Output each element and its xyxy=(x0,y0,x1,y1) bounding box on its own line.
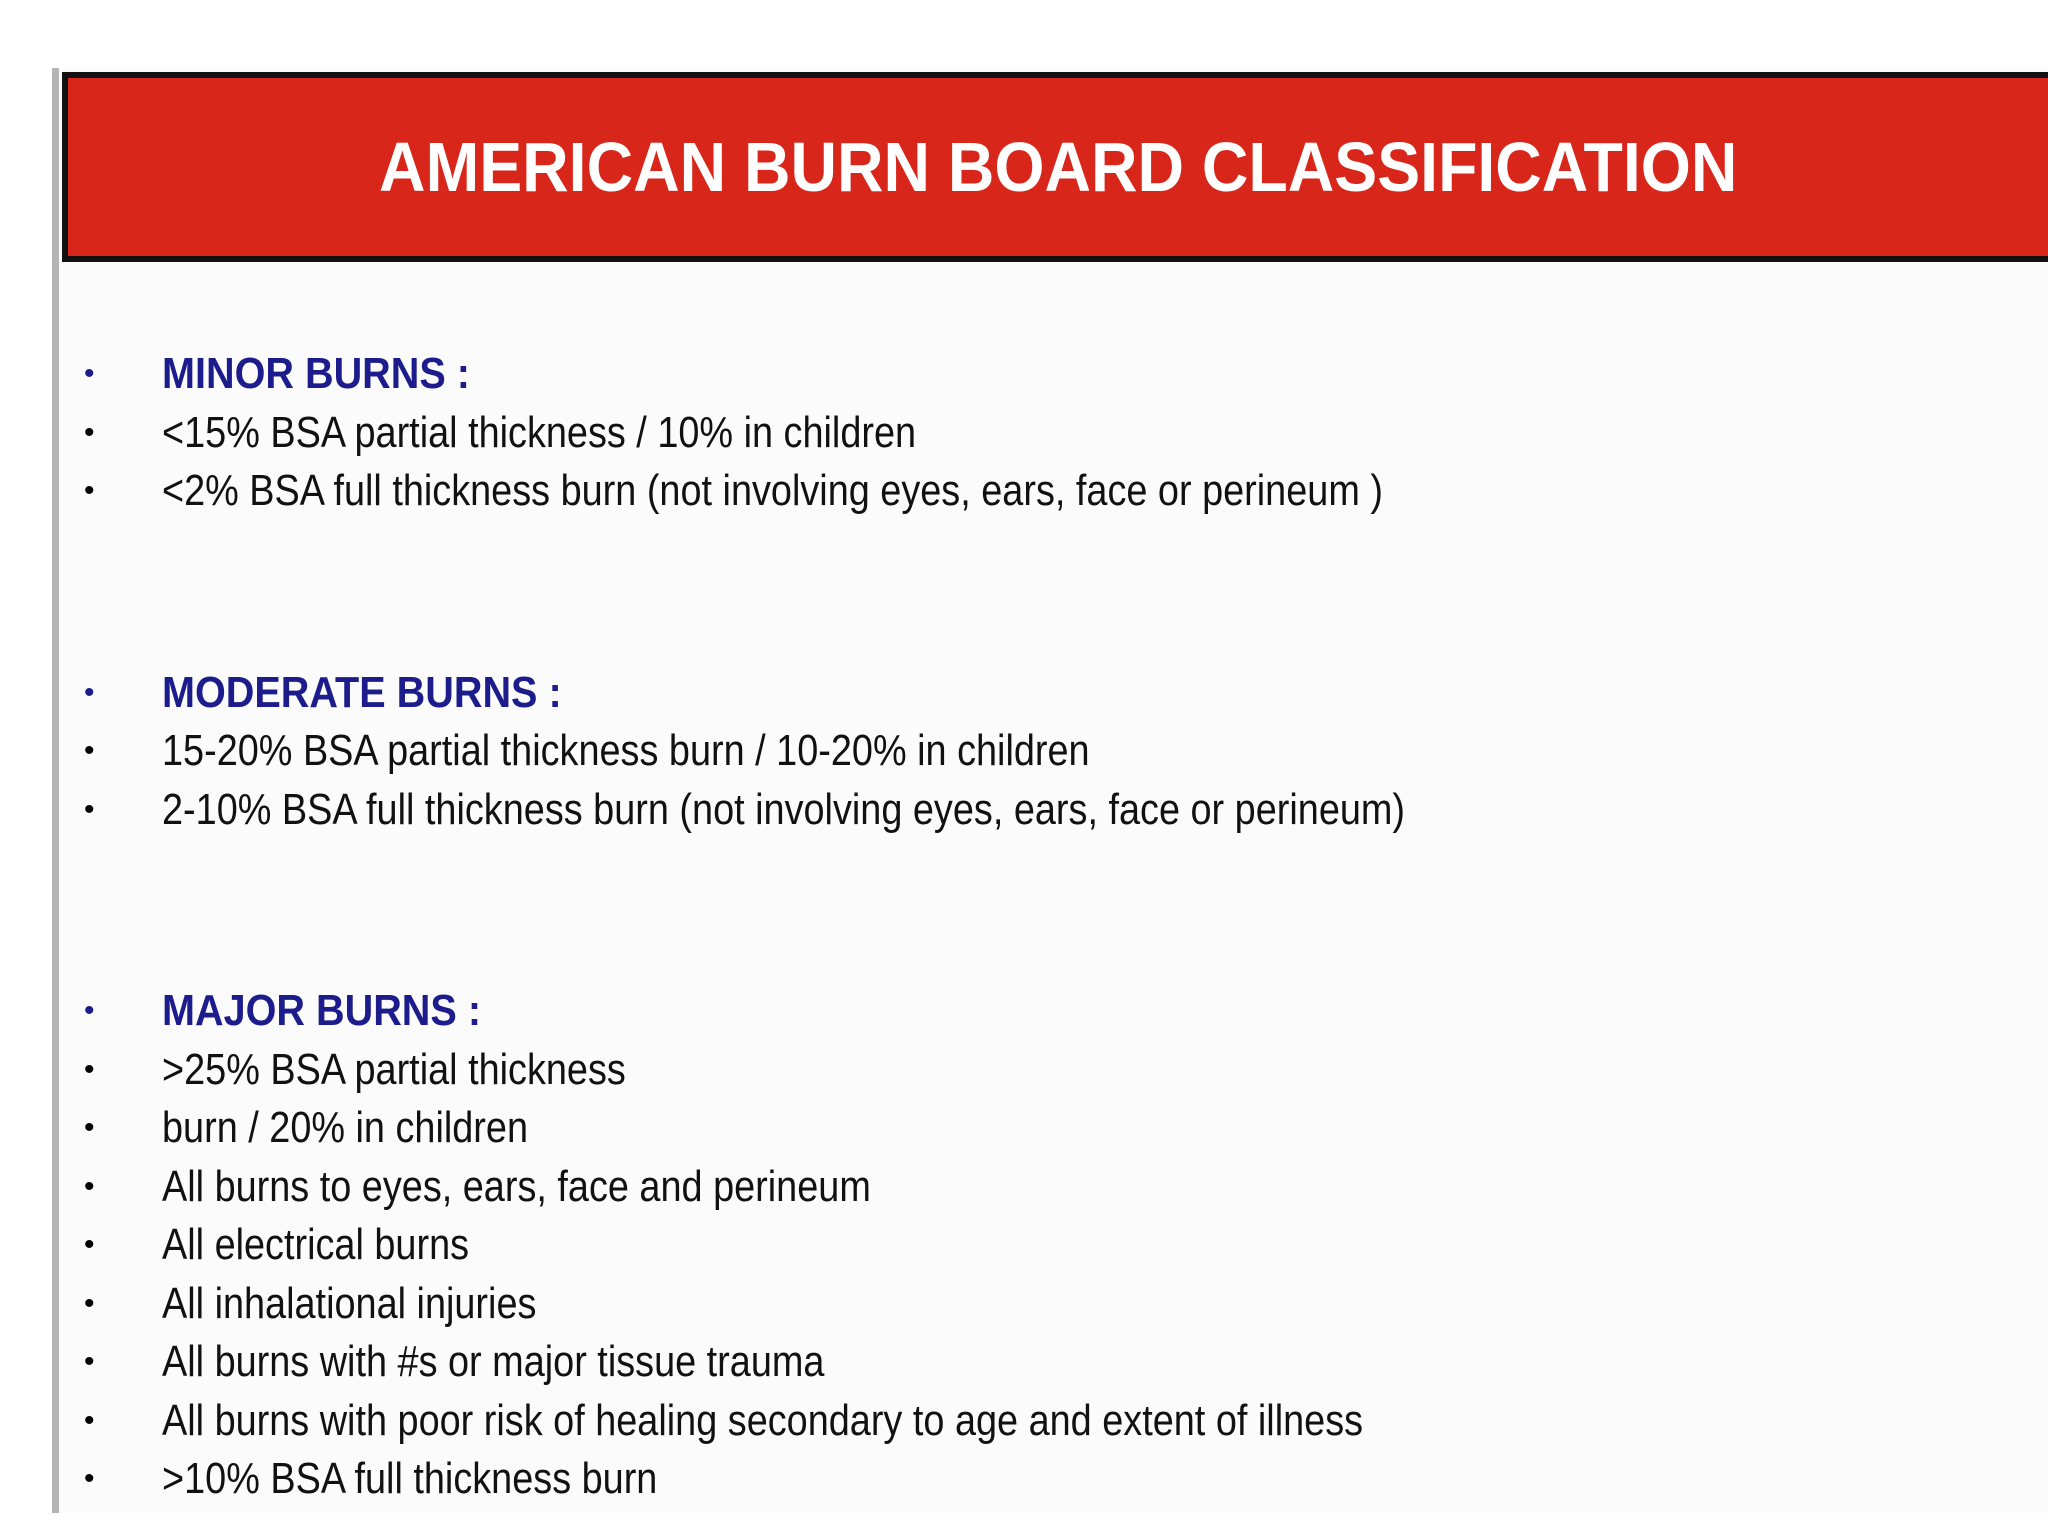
list-item-text: All burns with poor risk of healing secondary to age and extent of illness xyxy=(162,1395,1364,1445)
section-moderate-burns xyxy=(82,664,1982,840)
page-title: AMERICAN BURN BOARD CLASSIFICATION xyxy=(378,128,1738,206)
bullet-icon: • xyxy=(84,1228,95,1262)
bullet-icon: • xyxy=(84,415,95,449)
section-minor-burns xyxy=(82,345,1982,521)
bullet-icon: • xyxy=(84,1345,95,1379)
list-item-text: 2-10% BSA full thickness burn (not involving eyes, ears, face or perineum) xyxy=(162,784,1406,834)
bullet-icon: • xyxy=(84,474,95,508)
bullet-icon: • xyxy=(84,1052,95,1086)
list-item-text: burn / 20% in children xyxy=(162,1103,529,1153)
list-item xyxy=(82,1333,1982,1392)
title-banner xyxy=(62,72,2048,262)
list-item-text: All burns to eyes, ears, face and perineum xyxy=(162,1161,871,1211)
list-item xyxy=(82,462,1982,521)
list-item-text: >25% BSA partial thickness xyxy=(162,1044,626,1094)
section-heading: MINOR BURNS : xyxy=(162,349,470,399)
section-heading: MAJOR BURNS : xyxy=(162,986,482,1036)
list-item-text: All burns with #s or major tissue trauma xyxy=(162,1337,825,1387)
list-item xyxy=(82,1158,1982,1217)
list-item-text: 15-20% BSA partial thickness burn / 10-20% in children xyxy=(162,726,1090,776)
list-item xyxy=(82,1041,1982,1100)
list-item-text: All electrical burns xyxy=(162,1220,470,1270)
section-heading: MODERATE BURNS : xyxy=(162,667,562,717)
section-heading-row xyxy=(82,345,1982,404)
section-heading-row xyxy=(82,982,1982,1041)
list-item xyxy=(82,722,1982,781)
left-border-rule xyxy=(52,68,59,1513)
list-item-text: <15% BSA partial thickness / 10% in children xyxy=(162,407,917,457)
list-item xyxy=(82,781,1982,840)
section-heading-row xyxy=(82,664,1982,723)
bullet-icon: • xyxy=(84,1111,95,1145)
bullet-icon: • xyxy=(84,1286,95,1320)
bullet-icon: • xyxy=(84,734,95,768)
list-item xyxy=(82,1275,1982,1334)
list-item xyxy=(82,1450,1982,1509)
bullet-icon: • xyxy=(84,675,95,709)
list-item-text: >10% BSA full thickness burn xyxy=(162,1454,658,1504)
list-item-text: <2% BSA full thickness burn (not involving eyes, ears, face or perineum ) xyxy=(162,466,1383,516)
bullet-icon: • xyxy=(84,1403,95,1437)
list-item-text: All inhalational injuries xyxy=(162,1278,537,1328)
list-item xyxy=(82,1099,1982,1158)
bullet-icon: • xyxy=(84,1169,95,1203)
bullet-icon: • xyxy=(84,792,95,826)
bullet-icon: • xyxy=(84,994,95,1028)
classification-list xyxy=(82,345,1982,1509)
section-major-burns xyxy=(82,982,1982,1509)
list-item xyxy=(82,1392,1982,1451)
list-item xyxy=(82,404,1982,463)
bullet-icon: • xyxy=(84,357,95,391)
bullet-icon: • xyxy=(84,1462,95,1496)
list-item xyxy=(82,1216,1982,1275)
